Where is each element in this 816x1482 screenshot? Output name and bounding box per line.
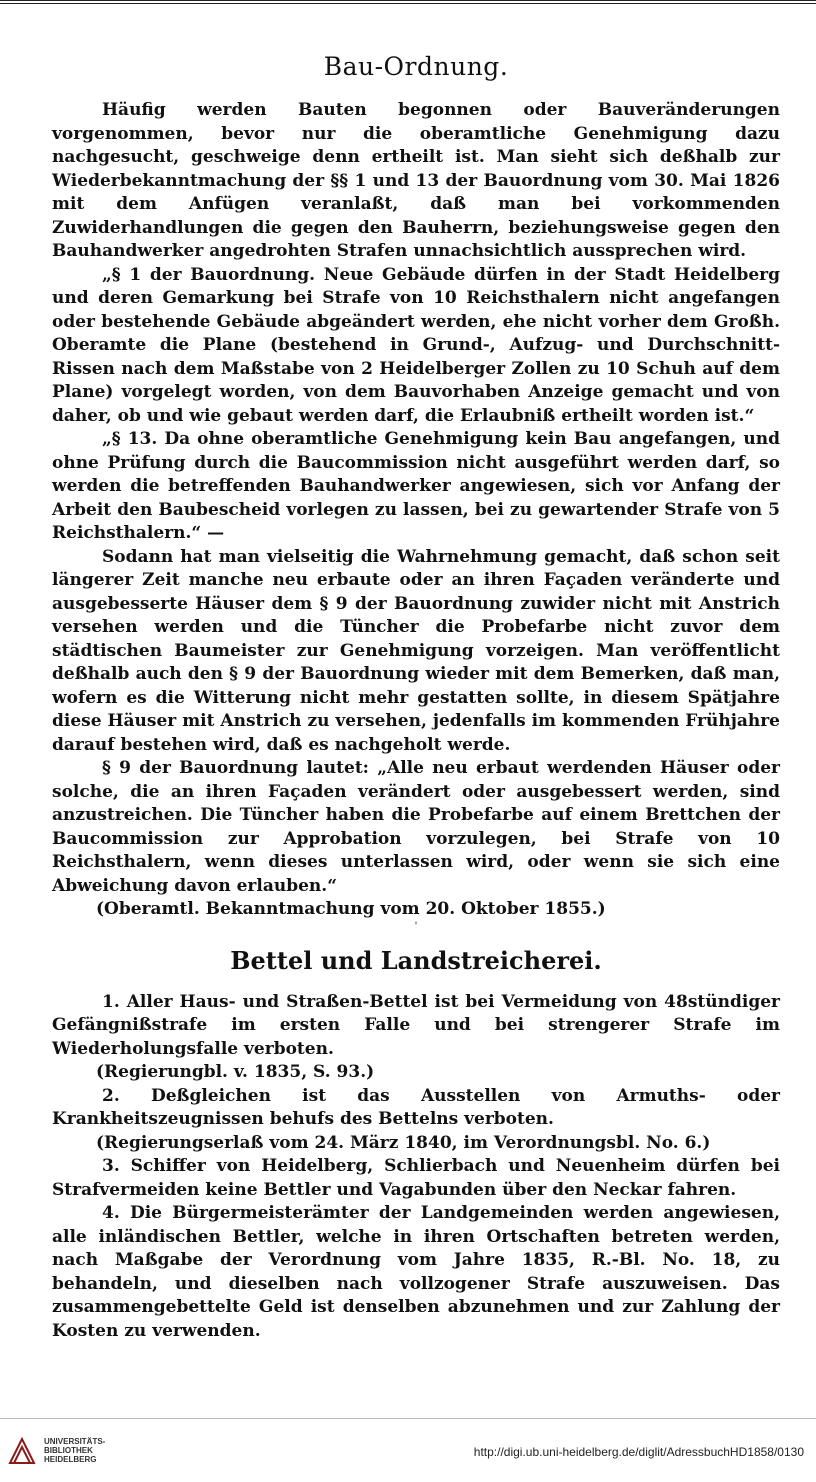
- document-page: [52, 44, 780, 1343]
- logo-line-1: UNIVERSITÄTS-: [44, 1437, 106, 1446]
- bau-citation: (Oberamtl. Bekanntmachung vom 20. Oktober 1855.): [96, 899, 606, 919]
- logo-line-2: BIBLIOTHEK: [44, 1446, 93, 1455]
- bau-paragraph-2: „§ 1 der Bauordnung. Neue Gebäude dürfen in der Stadt Heidelberg und deren Gemarkung bei Strafe von 10 Reichsthalern nicht angefangen oder bestehende Gebäude abgeändert werden, ehe nicht vorher dem Großh. Oberamte die Plane (bestehend in Grund-, Aufzug- und Durchschnitt-Rissen nach dem Maßstabe von 2 Heidelberger Zollen zu 10 Schuh auf dem Plane) vorgelegt worden, von dem Bauvorhaben Anzeige gemacht und von daher, ob und wie gebaut werden darf, die Erlaubniß ertheilt worden ist.“: [52, 264, 780, 426]
- bettel-item-2: 2. Deßgleichen ist das Ausstellen von Armuths- oder Krankheitszeugnissen behufs des Bettelns verboten.: [52, 1085, 780, 1129]
- bettel-item-4: 4. Die Bürgermeisterämter der Landgemeinden werden angewiesen, alle inländischen Bettler, welche in ihren Ortschaften betreten werden, nach Maßgabe der Verordnung vom Jahre 1835, R.-Bl. No. 18, zu behandeln, und dieselben nach vollzogener Strafe auszuweisen. Das zusammengebettelte Geld ist denselben abzunehmen und zur Zahlung der Kosten zu verwenden.: [52, 1203, 780, 1341]
- footer-bar: [0, 1418, 816, 1482]
- bettel-item-1: 1. Aller Haus- und Straßen-Bettel ist bei Vermeidung von 48stündiger Gefängnißstrafe im ersten Falle und bei strengerer Strafe im Wiederholungsfalle verboten.: [52, 991, 780, 1059]
- bau-paragraph-1: Häufig werden Bauten begonnen oder Bauveränderungen vorgenommen, bevor nur die oberamtliche Genehmigung dazu nachgesucht, geschweige denn ertheilt ist. Man sieht sich deßhalb zur Wiederbekanntmachung der §§ 1 und 13 der Bauordnung vom 30. Mai 1826 mit dem Anfügen veranlaßt, daß man bei vorkommenden Zuwiderhandlungen die gegen den Bauherrn, beziehungsweise gegen den Bauhandwerker angedrohten Strafen unnachsichtlich aussprechen wird.: [52, 100, 780, 261]
- bettel-citation-2: (Regierungserlaß vom 24. März 1840, im Verordnungsbl. No. 6.): [96, 1132, 711, 1153]
- logo-line-3: HEIDELBERG: [44, 1455, 97, 1464]
- top-border-rule: [0, 0, 816, 10]
- section-title-bau-ordnung: Bau-Ordnung.: [323, 52, 509, 81]
- library-logo-text: [44, 1437, 105, 1464]
- bau-paragraph-3: „§ 13. Da ohne oberamtliche Genehmigung kein Bau angefangen, und ohne Prüfung durch die Baucommission nicht ausgeführt werden darf, so werden die betreffenden Bauhandwerker angewiesen, sich vor Anfang der Arbeit den Baubescheid vorlegen zu lassen, bei zu gewartender Strafe von 5 Reichsthalern.“ —: [52, 429, 780, 543]
- bau-paragraph-4: Sodann hat man vielseitig die Wahrnehmung gemacht, daß schon seit längerer Zeit manche neu erbaute oder an ihren Façaden veränderte und ausgebesserte Häuser dem § 9 der Bauordnung zuwider nicht mit Anstrich versehen werden und die Tüncher die Probefarbe nicht zuvor dem städtischen Baumeister zur Genehmigung vorzeigen. Man veröffentlicht deßhalb auch den § 9 der Bauordnung wieder mit dem Bemerken, daß man, wofern es die Witterung nicht mehr gestatten sollte, in diesem Spätjahre diese Häuser mit Anstrich zu versehen, jedenfalls im kommenden Frühjahre darauf bestehen wird, daß es nachgeholt werde.: [52, 546, 780, 755]
- section-title-bettel: Bettel und Landstreicherei.: [230, 945, 602, 975]
- university-library-logo-icon: [6, 1435, 38, 1467]
- source-url-link[interactable]: http://digi.ub.uni-heidelberg.de/diglit/AdressbuchHD1858/0130: [473, 1445, 804, 1459]
- bettel-citation-1: (Regierungbl. v. 1835, S. 93.): [96, 1062, 375, 1082]
- bau-paragraph-5: § 9 der Bauordnung lautet: „Alle neu erbaut werdenden Häuser oder solche, die an ihren Façaden verändert oder ausgebessert werden, sind anzustreichen. Die Tüncher haben die Probefarbe auf einem Brettchen der Baucommission zur Approbation vorzulegen, bei Strafe von 10 Reichsthalern, wenn dieses unterlassen wird, oder wenn sie sich eine Abweichung davon erlauben.“: [52, 758, 780, 896]
- section-separator-mark: ': [414, 920, 418, 932]
- bettel-item-3: 3. Schiffer von Heidelberg, Schlierbach und Neuenheim dürfen bei Strafvermeiden keine Bettler und Vagabunden über den Neckar fahren.: [52, 1156, 780, 1200]
